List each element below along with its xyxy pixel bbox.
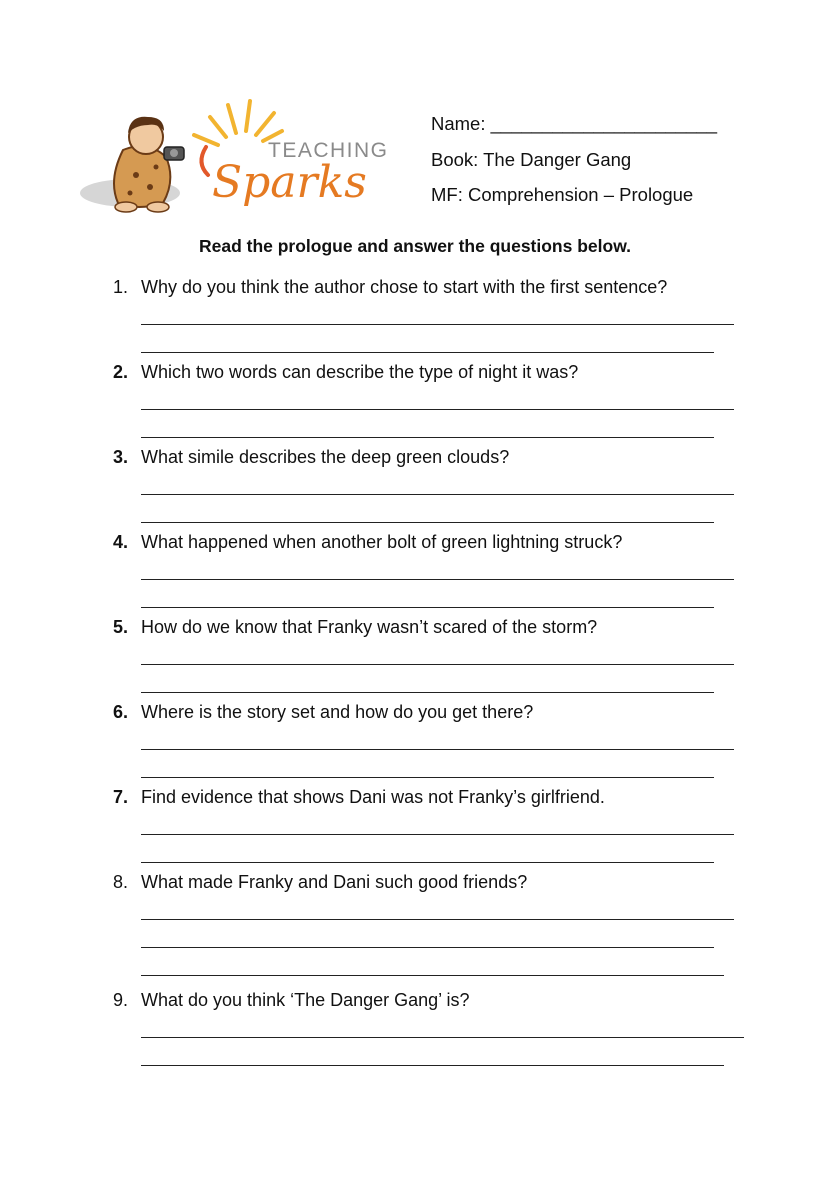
caveman-icon [114,146,170,207]
question-number: 1. [113,277,129,297]
logo-sparks-text: Sparks [212,157,367,208]
answer-line[interactable] [141,947,714,948]
answer-line[interactable] [141,494,734,495]
mf-label: MF: Comprehension – Prologue [431,184,694,205]
question-text: What simile describes the deep green clouds? [141,447,510,467]
answer-line[interactable] [141,607,714,608]
answer-line[interactable] [141,919,734,920]
answer-line[interactable] [141,862,714,863]
question-number: 5. [113,617,129,637]
teaching-sparks-logo [78,95,398,220]
answer-line[interactable] [141,437,714,438]
question-text: What do you think ‘The Danger Gang’ is? [141,990,470,1010]
question-4 [113,532,622,553]
question-text: Where is the story set and how do you get there? [141,702,534,722]
logo-teaching-text: TEACHING [268,139,389,162]
answer-line[interactable] [141,834,734,835]
answer-line[interactable] [141,749,734,750]
name-field[interactable]: Name: ______________________ [431,113,717,134]
instructions: Read the prologue and answer the questions below. [198,236,632,256]
student-info [431,106,717,213]
question-text: What happened when another bolt of green lightning struck? [141,532,623,552]
question-2 [113,362,578,383]
question-text: Find evidence that shows Dani was not Franky’s girlfriend. [141,787,605,807]
answer-line[interactable] [141,324,734,325]
answer-line[interactable] [141,1037,744,1038]
answer-line[interactable] [141,522,714,523]
answer-line[interactable] [141,579,734,580]
answer-line[interactable] [141,777,714,778]
question-text: What made Franky and Dani such good friends? [141,872,528,892]
answer-line[interactable] [141,409,734,410]
answer-line[interactable] [141,664,734,665]
question-1 [113,277,667,298]
answer-line[interactable] [141,692,714,693]
question-text: How do we know that Franky wasn’t scared of the storm? [141,617,598,637]
question-text: Why do you think the author chose to start with the first sentence? [141,277,668,297]
question-text: Which two words can describe the type of night it was? [141,362,579,382]
question-number: 9. [113,990,129,1010]
answer-line[interactable] [141,352,714,353]
question-3 [113,447,509,468]
answer-line[interactable] [141,975,724,976]
question-number: 7. [113,787,129,807]
question-6 [113,702,533,723]
question-8 [113,872,527,893]
question-number: 8. [113,872,129,892]
question-9 [113,990,470,1011]
question-number: 2. [113,362,129,382]
question-number: 4. [113,532,129,552]
answer-line[interactable] [141,1065,724,1066]
question-7 [113,787,605,808]
question-number: 6. [113,702,129,722]
question-5 [113,617,597,638]
book-label: Book: The Danger Gang [431,148,632,170]
question-number: 3. [113,447,129,467]
